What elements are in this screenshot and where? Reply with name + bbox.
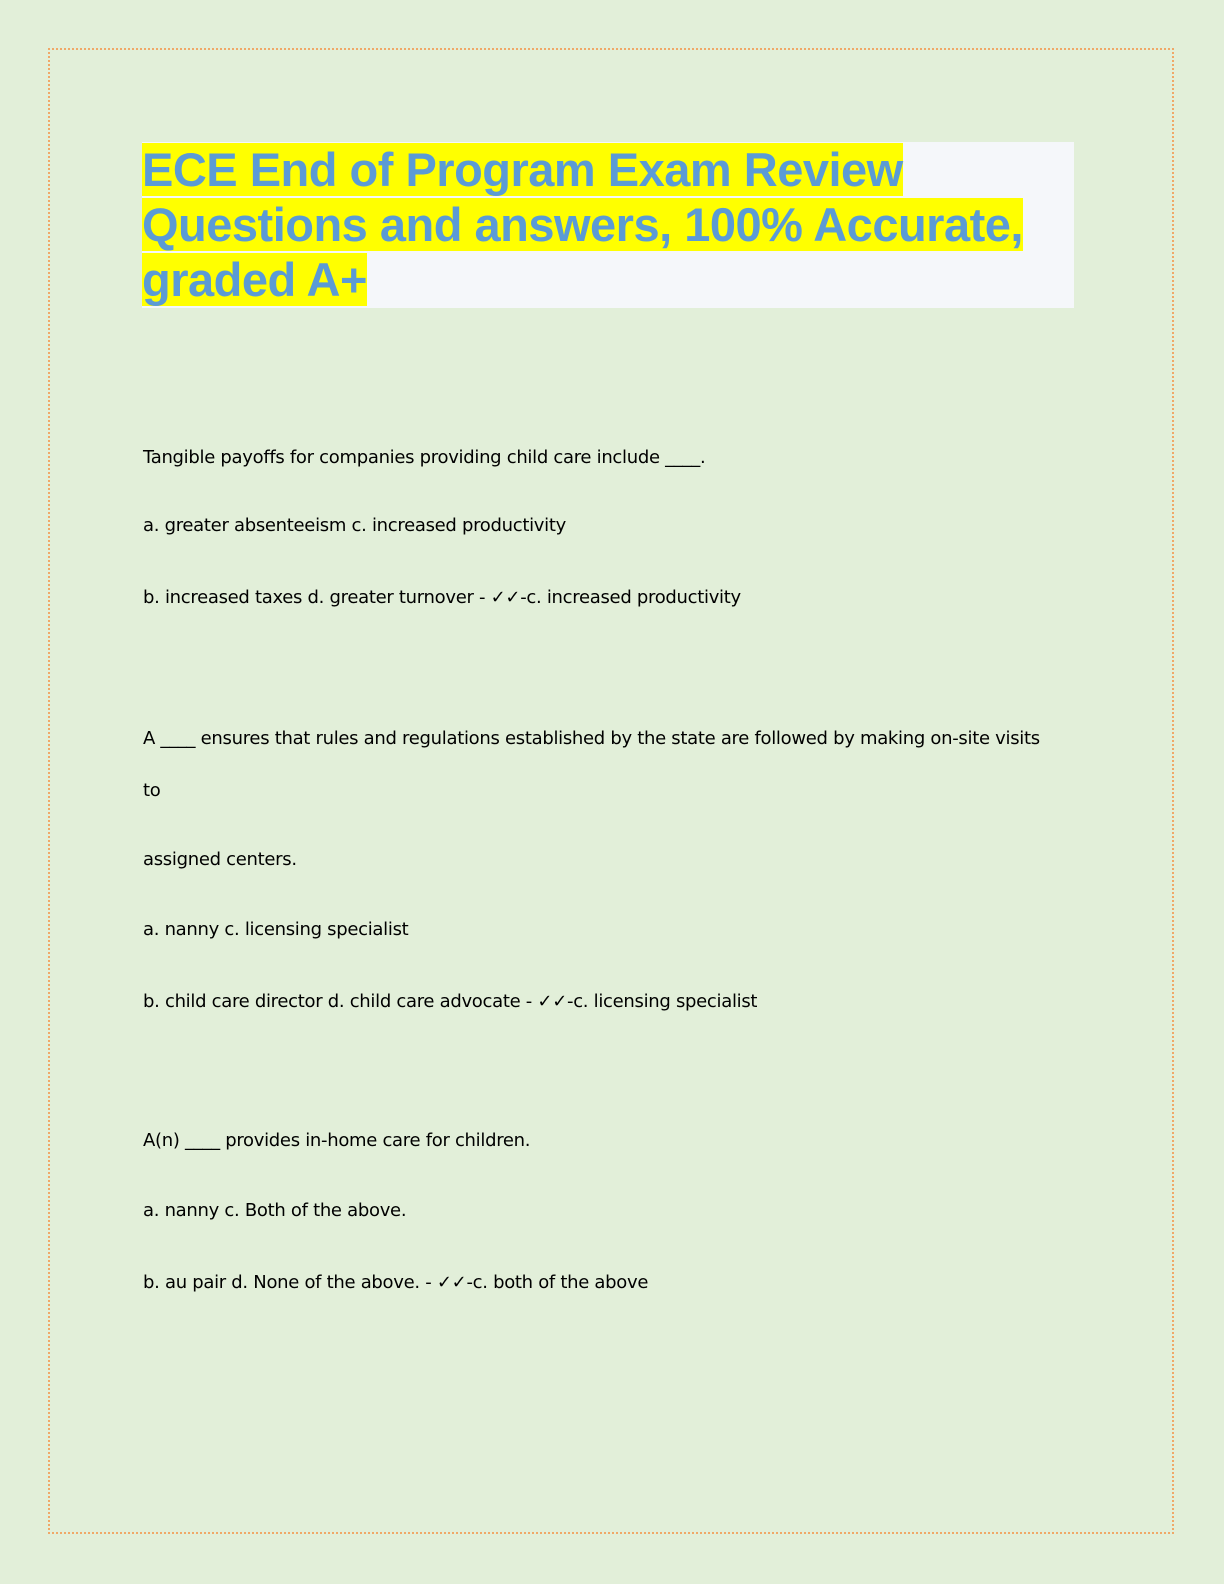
question-2-stem: A ____ ensures that rules and regulations established by the state are followed by making on-site visits	[143, 728, 1040, 749]
question-2-stem-continued-2: assigned centers.	[143, 849, 297, 870]
question-1-stem: Tangible payoffs for companies providing child care include ____.	[143, 447, 706, 468]
question-2-options-b-d-answer	[143, 991, 757, 1012]
question-2-options-b-d: b. child care director d. child care advocate -	[143, 991, 538, 1012]
question-2-stem-continued: to	[143, 780, 161, 801]
double-check-icon: ✓✓	[537, 991, 567, 1012]
double-check-icon: ✓✓	[436, 1272, 467, 1293]
title-line-2: Questions and answers, 100% Accurate,	[142, 198, 1023, 251]
title-line-3: graded A+	[142, 253, 367, 306]
title-line-1: ECE End of Program Exam Review	[142, 143, 903, 196]
question-1-answer: -c. increased productivity	[520, 587, 741, 608]
question-2-answer: -c. licensing specialist	[567, 991, 758, 1012]
question-3-options-b-d-answer	[143, 1272, 648, 1293]
document-title	[142, 142, 1072, 307]
question-3-stem: A(n) ____ provides in-home care for children.	[143, 1130, 531, 1151]
question-3-answer: -c. both of the above	[466, 1272, 649, 1293]
question-1-options-a-c: a. greater absenteeism c. increased productivity	[143, 515, 566, 536]
question-1-options-b-d-answer	[143, 587, 741, 608]
question-1-options-b-d: b. increased taxes d. greater turnover -	[143, 587, 491, 608]
double-check-icon: ✓✓	[490, 587, 521, 608]
question-3-options-a-c: a. nanny c. Both of the above.	[143, 1200, 407, 1221]
question-2-options-a-c: a. nanny c. licensing specialist	[143, 919, 409, 940]
question-3-options-b-d: b. au pair d. None of the above. -	[143, 1272, 437, 1293]
